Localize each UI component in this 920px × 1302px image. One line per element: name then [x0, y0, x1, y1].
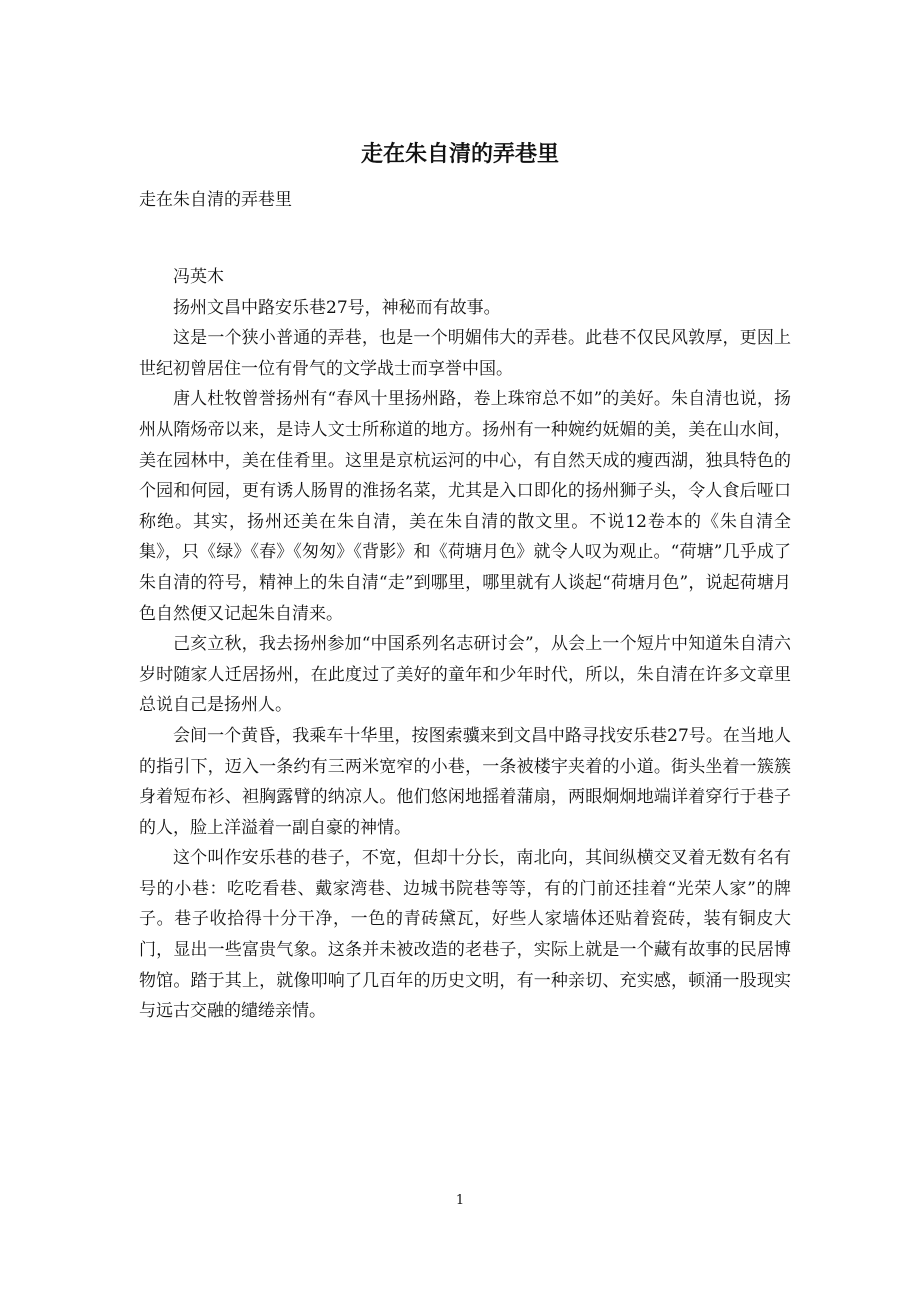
paragraph: 会间一个黄昏，我乘车十华里，按图索骥来到文昌中路寻找安乐巷27号。在当地人的指引下，迈入一条约有三两米宽窄的小巷，一条被楼宇夹着的小道。街头坐着一簇簇身着短布衫、袒胸露臂的纳凉人。他们悠闲地摇着蒲扇，两眼炯炯地端详着穿行于巷子的人，脸上洋溢着一副自豪的神情。 — [139, 725, 791, 838]
paragraph: 己亥立秋，我去扬州参加“中国系列名志研讨会”，从会上一个短片中知道朱自清六岁时随家人迁居扬州，在此度过了美好的童年和少年时代，所以，朱自清在许多文章里总说自己是扬州人。 — [139, 634, 791, 716]
paragraph: 唐人杜牧曾誉扬州有“春风十里扬州路，卷上珠帘总不如”的美好。朱自清也说，扬州从隋炀帝以来，是诗人文士所称道的地方。扬州有一种婉约妩媚的美，美在山水间，美在园林中，美在佳肴里。这里是京杭运河的中心，有自然天成的瘦西湖，独具特色的个园和何园，更有诱人肠胃的淮扬名菜，尤其是入口即化的扬州狮子头，令人食后哑口称绝。其实，扬州还美在朱自清，美在朱自清的散文里。不说12卷本的《朱自清全集》，只《绿》《春》《匆匆》《背影》和《荷塘月色》就令人叹为观止。“荷塘”几乎成了朱自清的符号，精神上的朱自清“走”到哪里，哪里就有人谈起“荷塘月色”，说起荷塘月色自然便又记起朱自清来。 — [139, 389, 791, 624]
page-number: 1 — [455, 1193, 465, 1208]
author-name: 冯英木 — [173, 267, 224, 287]
document-title: 走在朱自清的弄巷里 — [360, 142, 559, 167]
paragraph: 这是一个狭小普通的弄巷，也是一个明媚伟大的弄巷。此巷不仅民风敦厚，更因上世纪初曾居住一位有骨气的文学战士而享誉中国。 — [139, 328, 791, 379]
paragraph: 扬州文昌中路安乐巷27号，神秘而有故事。 — [173, 297, 501, 318]
paragraph: 这个叫作安乐巷的巷子，不宽，但却十分长，南北向，其间纵横交叉着无数有名有号的小巷：吃吃看巷、戴家湾巷、边城书院巷等等，有的门前还挂着“光荣人家”的牌子。巷子收拾得十分干净，一色的青砖黛瓦，好些人家墙体还贴着瓷砖，装有铜皮大门，显出一些富贵气象。这条并未被改造的老巷子，实际上就是一个藏有故事的民居博物馆。踏于其上，就像叩响了几百年的历史文明，有一种亲切、充实感，顿涌一股现实与远古交融的缱绻亲情。 — [139, 848, 791, 1022]
document-body — [139, 262, 791, 1027]
document-subtitle: 走在朱自清的弄巷里 — [139, 190, 292, 210]
